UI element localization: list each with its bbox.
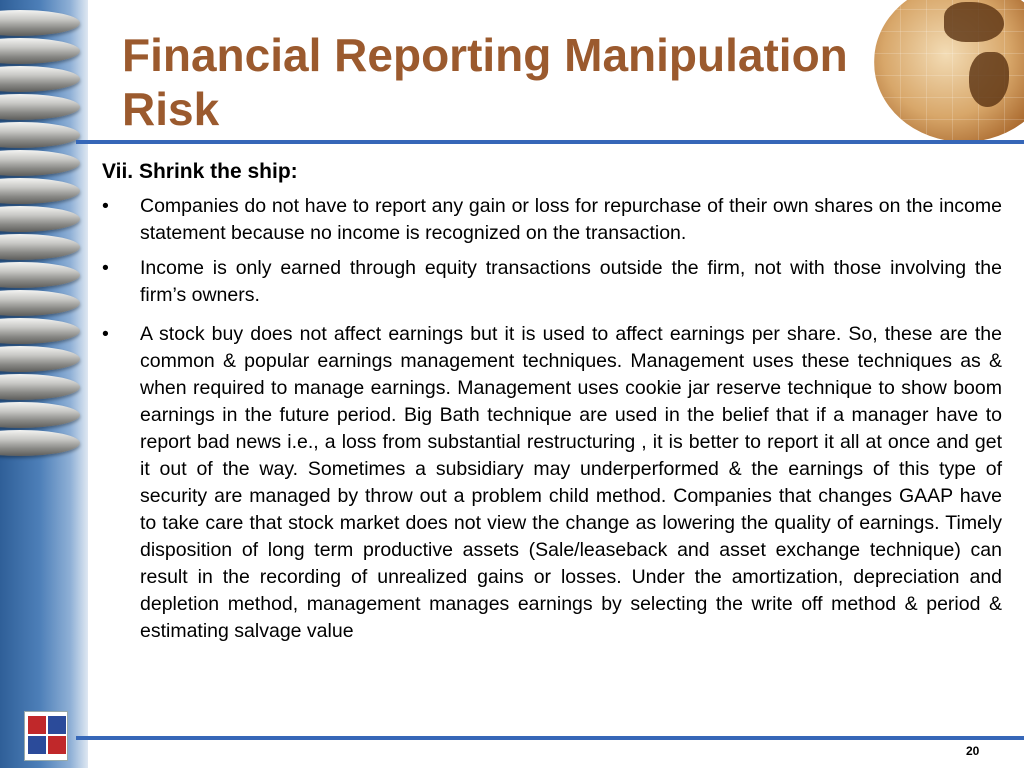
bullet-marker: • bbox=[102, 257, 109, 279]
bullet-text: Companies do not have to report any gain or loss for repurchase of their own shares on the income statement because no income is recognized on the transaction. bbox=[140, 195, 1002, 244]
title-line-2: Risk bbox=[122, 83, 220, 135]
coin-stack-image bbox=[0, 0, 88, 500]
university-logo bbox=[24, 711, 68, 761]
bullet-text: Income is only earned through equity transactions outside the firm, not with those involving the firm’s owners. bbox=[140, 257, 1002, 306]
bullet-list bbox=[102, 193, 1002, 645]
bullet-item bbox=[102, 193, 1002, 247]
footer-divider bbox=[76, 736, 1024, 740]
section-heading: Vii. Shrink the ship: bbox=[102, 160, 298, 183]
title-line-1: Financial Reporting Manipulation bbox=[122, 29, 848, 81]
title-divider bbox=[76, 140, 1024, 144]
left-decorative-band bbox=[0, 0, 88, 768]
bullet-item bbox=[102, 255, 1002, 309]
bullet-text: A stock buy does not affect earnings but it is used to affect earnings per share. So, these are the common & popular earnings management techniques. Management uses these techniques as & when required to manage earnings. Management uses cookie jar reserve technique to show boom earnings in the future period. Big Bath technique are used in the belief that if a manager have to report bad news i.e., a loss from substantial restructuring , it is better to report it all at once and get it out of the way. Sometimes a subsidiary may underperformed & the earnings of this type of security are managed by throw out a problem child method. Companies that changes GAAP have to take care that stock market does not view the change as lowering the quality of earnings. Timely disposition of long term productive assets (Sale/leaseback and asset exchange technique) can result in the recording of unrealized gains or losses. Under the amortization, depreciation and depletion method, management manages earnings by selecting the write off method & period & estimating salvage value bbox=[140, 323, 1002, 642]
bullet-marker: • bbox=[102, 323, 109, 345]
slide-body bbox=[102, 158, 1002, 653]
bullet-item bbox=[102, 321, 1002, 645]
bullet-marker: • bbox=[102, 195, 109, 217]
slide-title bbox=[122, 28, 942, 136]
page-number: 20 bbox=[966, 744, 980, 758]
